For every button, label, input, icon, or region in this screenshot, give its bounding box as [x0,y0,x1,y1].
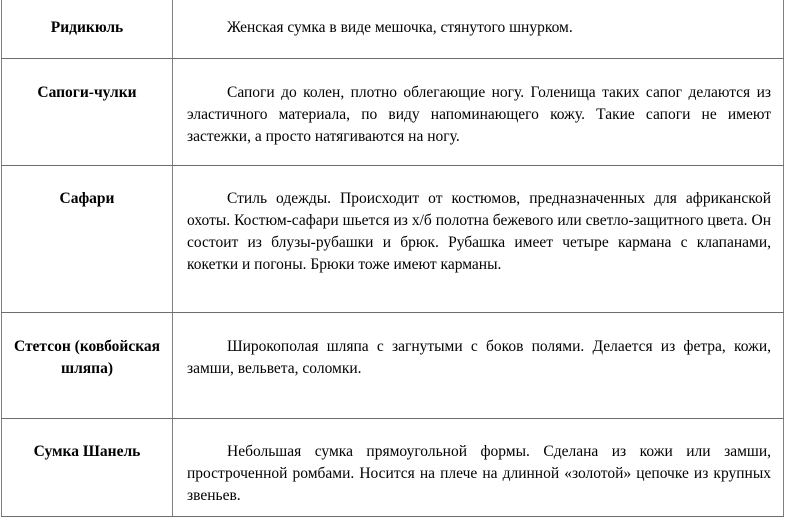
description-text: Стиль одежды. Происходит от костюмов, предназначенных для африканской охоты. Костюм-сафари шьется из х/б полотна бежевого или светло-защитного цвета. Он состоит из блузы-рубашки и брюк. Рубашка имеет четыре кармана с клапанами, кокетки и погоны. Брюки тоже имеют карманы. [187,189,771,274]
term-cell [2,312,173,418]
glossary-table-body [2,0,784,516]
description-cell [173,312,784,418]
description-cell [173,58,784,165]
description-cell [173,165,784,312]
description-text: Небольшая сумка прямоугольной формы. Сделана из кожи или замши, простроченной ромбами. Носится на плече на длинной «золотой» цепочке из крупных звеньев. [187,442,771,505]
table-row [2,58,784,165]
term-label: Ридикюль [50,19,124,36]
description-cell [173,418,784,516]
description-cell [173,0,784,58]
description-text: Широкополая шляпа с загнутыми с боков полями. Делается из фетра, кожи, замши, вельвета, соломки. [187,337,771,377]
term-label: Стетсон (ковбойская шляпа) [13,337,161,377]
table-row [2,418,784,516]
term-cell [2,0,173,58]
term-cell [2,165,173,312]
description-text: Сапоги до колен, плотно облегающие ногу. Голенища таких сапог делаются из эластичного материала, по виду напоминающего кожу. Такие сапоги не имеют застежки, а просто натягиваются на ногу. [187,83,771,146]
term-cell [2,58,173,165]
table-row [2,312,784,418]
table-row [2,0,784,58]
table-row [2,165,784,312]
glossary-table [1,0,784,517]
term-cell [2,418,173,516]
term-label: Сумка Шанель [33,442,141,460]
term-label: Сафари [59,189,115,207]
description-text: Женская сумка в виде мешочка, стянутого шнурком. [227,19,573,36]
term-label: Сапоги-чулки [37,83,137,101]
